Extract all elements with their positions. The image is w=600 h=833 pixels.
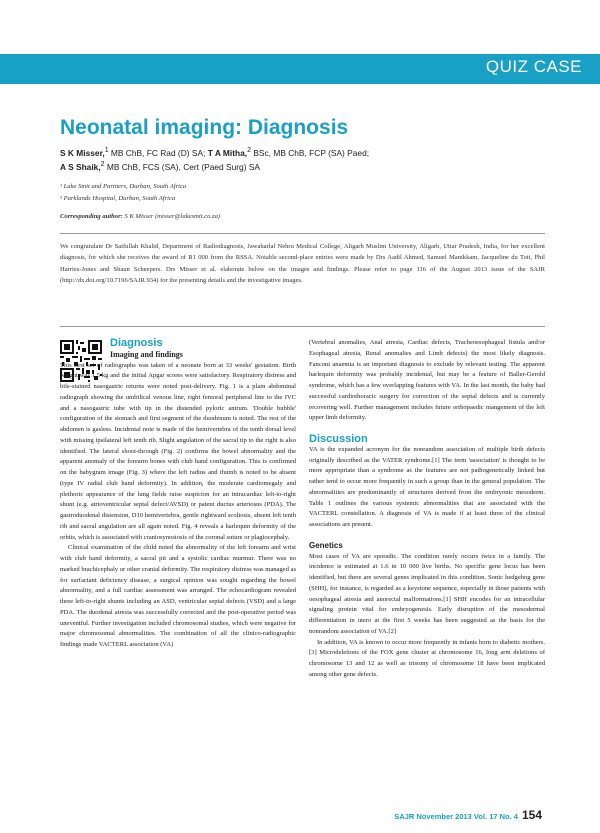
author-credentials: BSc, MB ChB, FCP (SA) Paed; [251,147,370,158]
genetics-paragraph-2: In addition, VA is known to occur more frequently in infants born to diabetic mothers.[3] Microdeletions of the FOX gene cluster at chromosome 16, long arm deletions of chromosome 13 and 12 as well as trisomy of chromosome 18 have been implicated among other gene defects. [309,638,545,678]
affiliation-1: ¹ Lake Smit and Partners, Durban, South Africa [60,183,187,190]
author-credentials: MB ChB, FCS (SA), Cert (Paed Surg) SA [104,162,260,173]
discussion-heading: Discussion [309,433,368,445]
divider-bottom [60,326,545,327]
findings-paragraph-2: Clinical examination of the child noted the abnormality of the left forearm and wrist with club hand deformity, a sacral pit and a systolic cardiac murmur. There was no marked brachicephaly or other cranial deformity. The respiratory distress was managed as for surfactant deficiency disease, a surgical opinion was sought regarding the bowel abnormality, and a full cardiac assessment was arranged. The echocardiogram revealed three left-to-right shunts including an ASD, ventricular septal defects (VSD) and a large PDA. The duodenal atresia was successfully corrected and the post-operative period was uneventful. Further investigation included chromosomal studies, which were negative for major chromosomal abnormalities. The combination of all the clinico-radiographic findings made VACTERL association (VA) [60,544,296,648]
corresponding-author [60,213,220,220]
journal-citation: SAJR November 2013 Vol. 17 No. 4 [394,812,518,821]
article-title: Neonatal imaging: Diagnosis [60,116,349,139]
genetics-paragraph-1: Most cases of VA are sporadic. The condition rarely occurs twice in a family. The incidence is estimated at 1.6 in 10 000 live births. No specific gene locus has been identified, but there are several genes implicated in this condition. Sonic hedgehog gene (SHH), for instance, is regarded as a keystone sequence, especially in those patients with oesophageal atresia and anorectal malformations.[1] SHH encodes for an intracellular signaling protein vital for embryogenesis. Early disruption of the mesodermal differentiation in utero at the first 5 weeks has been suggested as the basis for the nonrandom association of VA.[2] [309,552,545,635]
author-name: S K Misser, [60,147,105,158]
diagnosis-continued: (Vertebral anomalies, Anal atresia, Cardiac defects, Tracheoesophageal fistula and/or Esophageal atresia, Renal anomalies and Limb defects) the most likely diagnosis. Fanconi anaemia is an important diagnosis to exclude by relevant testing. The apparent harlequin deformity was probably incidental, but may be a feature of Baller-Gerold syndrome, which has a few overlapping features with VA. In the last month, the baby had successful cardiothoracic surgery for correction of the septal defects and is currently recovering well. Further management includes future orthopaedic mangement of the left upper limb deformity. [309,339,545,422]
author-name: A S Shaik, [60,162,101,173]
page-number: 154 [521,808,542,822]
imaging-subheading: Imaging and findings [110,349,183,359]
author-list [60,145,510,174]
findings-paragraph-1: This first set of radiographs was taken of a neonate born at 33 weeks' gestation. Birth weight was 1.5 kg and the initial Apgar scores were satisfactory. Respiratory distress and bile-stained nasogastric returns were noted post-delivery. Fig. 1 is a plain abdominal radiograph showing the umbilical venous line, right femoral peripheral line to the IVC and a nasogastric tube with tip in the distended pyloric antrum. 'Double bubble' configuration of the stomach and first segment of the duodenum is noted. The rest of the abdomen is gasless. Incidental note is made of the hemivertebra of the tenth dorsal level with missing ipsilateral left tenth rib. Slight angulation of the sacral tip to the right is also identified. The lateral shoot-through (Fig. 2) confirms the bowel abnormality and the apparent anomaly of the forearm bones with club hand configuration. This is confirmed on the babygram image (Fig. 3) where the left radius and thumb is noted to be absent (type IV radial club hand deformity). In addition, the moderate cardiomegaly and plethoric appearance of the lung fields raise suspicion for an intracardiac left-to-right shunt (e.g. atrioventricular septal defect/AVSD) or patent ductus arteriosus (PDA). The gastroduodenal distension, D10 hemivertebra, gentle rightward scoliosis, absent left tenth rib and sacral angulation are all again noted. Fig. 4 reveals a harlequin deformity of the orbits, which is associated with craniosynostosis of the coronal suture or plagiocephaly. [60,361,296,541]
author-name: T A Mitha, [207,147,248,158]
page-footer [394,808,542,822]
corresponding-email: S K Misser (misser@lakesmit.co.za) [122,213,221,220]
genetics-heading: Genetics [309,540,343,550]
left-column [60,338,296,651]
diagnosis-heading: Diagnosis [110,337,163,349]
discussion-paragraph: VA is the expanded acronym for the nonrandom association of multiple birth defects originally described as the VATER syndrome.[1] The term 'association' is thought to be more appropriate than a syndrome as the features are not pathogenetically linked but rather tend to occur more frequently in such a group than in the general population. The abnormalities are predominantly of structures derived from the embryonic mesoderm. Table 1 outlines the various systemic abnormalities that are associated with the VACTERL constellation. A diagnosis of VA is made if at least three of the clinical associations are present. [309,445,545,528]
author-sup: 2 [100,161,105,169]
author-sup: 2 [247,147,251,154]
author-sup: 1 [104,147,109,154]
corresponding-label: Corresponding author: [60,213,123,220]
author-credentials: MB ChB, FC Rad (D) SA; [108,147,208,158]
section-label: QUIZ CASE [485,57,582,76]
divider-top [60,233,545,234]
intro-paragraph: We congratulate Dr Saifullah Khalid, Department of Radiodiagnosis, Jawaharlal Nehru Medical College, Aligarh Muslim University, Aligarh, Uttar Pradesh, India, for her excellent diagnosis, for which she receives the award of R1 000 from the RSSA. Notable second-place entries were made by Drs Aadil Ahmed, Samuel Manikkam, Jacqueline du Toit, Phil Harries-Jones and Shaun Scheepers. Drs Misser et al. elaborate below on the images and findings. Please refer to page 116 of the August 2013 issue of the SAJR (http://dx.doi.org/10.7196/SAJR.934) for the presenting details and the investigative images. [60,243,545,284]
section-banner [0,54,600,84]
right-column [309,338,545,681]
affiliation-2: ² Parklands Hospital, Durban, South Africa [60,195,176,202]
